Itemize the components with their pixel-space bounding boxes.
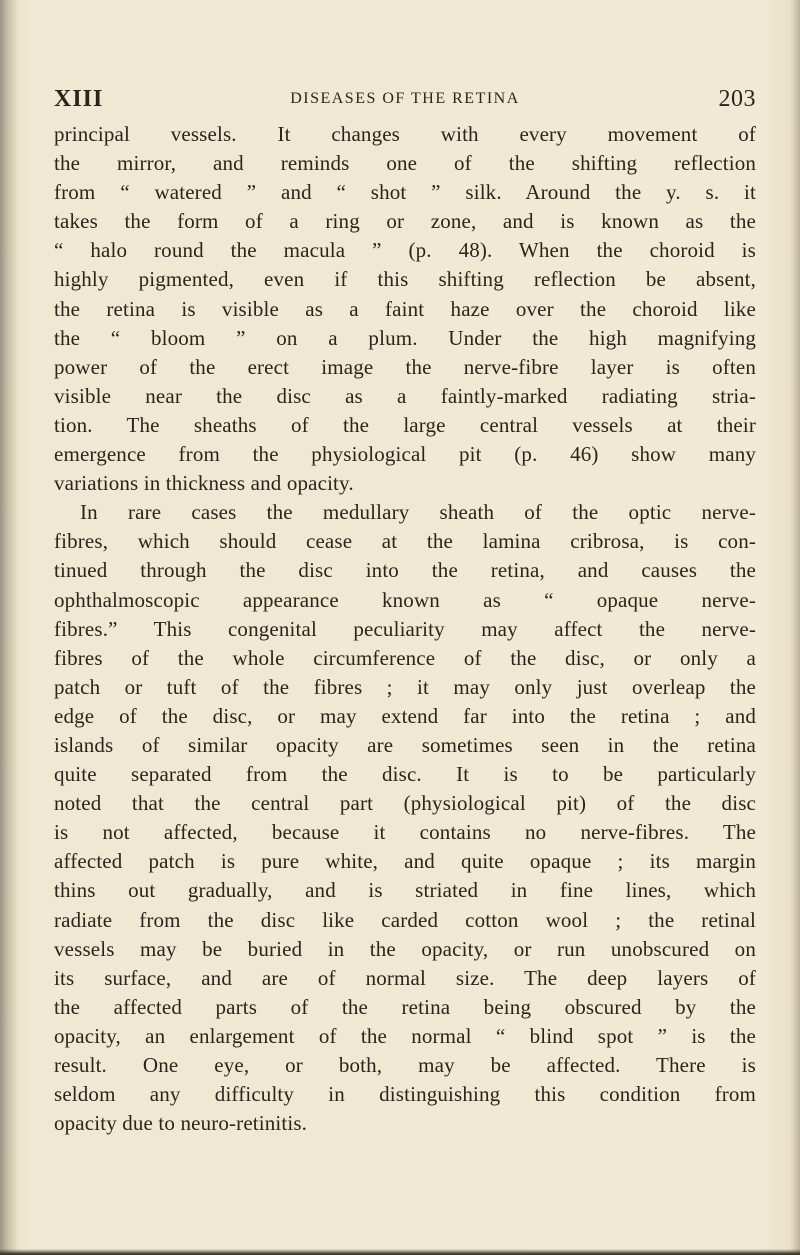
body-text [54, 120, 756, 1138]
text-line: “ halo round the macula ” (p. 48). When the choroid is [54, 238, 756, 263]
chapter-number: XIII [54, 86, 104, 112]
text-line: the mirror, and reminds one of the shifting reflection [54, 151, 756, 176]
text-line: power of the erect image the nerve-fibre layer is often [54, 354, 756, 379]
running-title: DISEASES OF THE RETINA [290, 90, 520, 107]
running-header [54, 86, 756, 116]
text-line: visible near the disc as a faintly-marked radiating stria- [54, 383, 756, 408]
text-line: edge of the disc, or may extend far into the retina ; and [54, 703, 756, 728]
page-number: 203 [718, 86, 756, 112]
text-line: is not affected, because it contains no nerve-fibres. The [54, 820, 756, 845]
text-line: fibres of the whole circumference of the disc, or only a [54, 645, 756, 670]
text-line: opacity, an enlargement of the normal “ blind spot ” is the [54, 1023, 756, 1048]
text-line: ophthalmoscopic appearance known as “ opaque nerve- [54, 587, 756, 612]
text-line: thins out gradually, and is striated in fine lines, which [54, 878, 756, 903]
text-line: fibres.” This congenital peculiarity may affect the nerve- [54, 616, 756, 641]
text-line: quite separated from the disc. It is to be particularly [54, 762, 756, 787]
text-line: seldom any difficulty in distinguishing this condition from [54, 1082, 756, 1107]
text-line: tinued through the disc into the retina, and causes the [54, 558, 756, 583]
text-line: affected patch is pure white, and quite opaque ; its margin [54, 849, 756, 874]
binding-gutter [0, 0, 18, 1255]
paragraph [54, 120, 756, 498]
text-line: emergence from the physiological pit (p. 46) show many [54, 442, 756, 467]
text-line: highly pigmented, even if this shifting reflection be absent, [54, 267, 756, 292]
text-line: opacity due to neuro-retinitis. [54, 1111, 308, 1136]
text-line: takes the form of a ring or zone, and is known as the [54, 209, 756, 234]
paragraph [54, 498, 756, 1138]
text-line: tion. The sheaths of the large central vessels at their [54, 412, 756, 437]
text-line: principal vessels. It changes with every movement of [54, 122, 756, 146]
text-line: from “ watered ” and “ shot ” silk. Around the y. s. it [54, 180, 756, 205]
page-edge [790, 0, 800, 1255]
text-line: patch or tuft of the fibres ; it may only just overleap the [54, 674, 756, 699]
text-line: noted that the central part (physiological pit) of the disc [54, 791, 756, 816]
text-line: vessels may be buried in the opacity, or run unobscured on [54, 936, 756, 961]
text-line: fibres, which should cease at the lamina cribrosa, is con- [54, 529, 756, 554]
text-line: islands of similar opacity are sometimes seen in the retina [54, 732, 756, 757]
text-line: radiate from the disc like carded cotton wool ; the retinal [54, 907, 756, 932]
text-line: the retina is visible as a faint haze over the choroid like [54, 296, 756, 321]
text-line: the affected parts of the retina being obscured by the [54, 994, 756, 1019]
text-line: its surface, and are of normal size. The deep layers of [54, 965, 756, 990]
text-line: In rare cases the medullary sheath of the optic nerve- [80, 500, 756, 525]
text-line: the “ bloom ” on a plum. Under the high magnifying [54, 325, 756, 350]
text-line: variations in thickness and opacity. [54, 471, 354, 496]
bottom-edge [0, 1249, 800, 1255]
text-line: result. One eye, or both, may be affected. There is [54, 1053, 756, 1077]
